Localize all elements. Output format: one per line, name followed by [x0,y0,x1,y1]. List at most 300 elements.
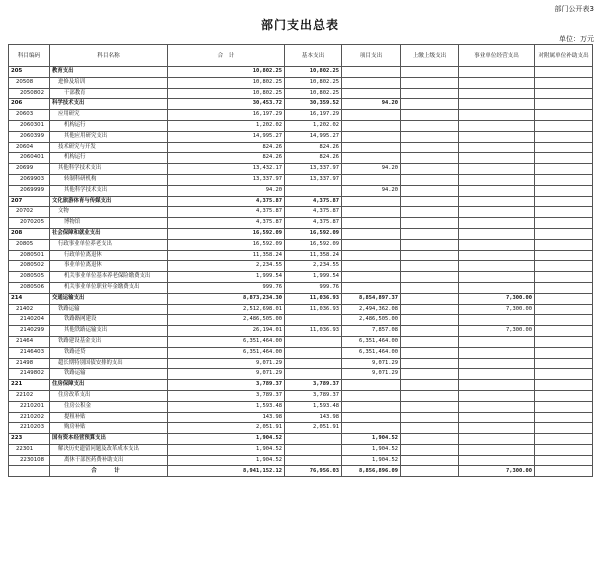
row-basic: 10,802.25 [285,67,342,78]
row-code: 2140204 [9,315,50,326]
row-project: 94.20 [342,99,401,110]
row-basic [285,347,342,358]
table-row [9,336,593,347]
row-name: 干部教育 [50,88,168,99]
row-basic: 16,592.09 [285,228,342,239]
row-business [459,358,535,369]
table-row [9,131,593,142]
row-project: 7,857.08 [342,326,401,337]
row-business [459,185,535,196]
table-row [9,174,593,185]
table-row [9,110,593,121]
row-upper [401,239,459,250]
row-upper [401,153,459,164]
row-business [459,196,535,207]
row-name: 博物馆 [50,218,168,229]
row-subsidy [535,228,593,239]
row-project: 94.20 [342,164,401,175]
row-code: 2080506 [9,282,50,293]
row-subsidy [535,67,593,78]
row-project: 1,904.52 [342,455,401,466]
row-business [459,412,535,423]
table-row [9,326,593,337]
row-subsidy [535,99,593,110]
row-total: 30,453.72 [168,99,285,110]
table-row [9,380,593,391]
row-total: 2,512,698.01 [168,304,285,315]
row-project [342,239,401,250]
row-name: 机构运行 [50,153,168,164]
row-project [342,153,401,164]
row-subsidy [535,207,593,218]
row-name: 国有资本经营预算支出 [50,434,168,445]
row-code: 20603 [9,110,50,121]
row-code: 2210202 [9,412,50,423]
row-upper [401,250,459,261]
row-business [459,239,535,250]
row-subsidy [535,142,593,153]
row-upper [401,67,459,78]
row-name: 机关事业单位基本养老保险缴费支出 [50,272,168,283]
row-business [459,77,535,88]
expenditure-table [8,44,593,477]
col-header-project: 项目支出 [342,45,401,67]
row-name: 机构运行 [50,120,168,131]
row-project: 9,071.29 [342,369,401,380]
row-subsidy [535,455,593,466]
row-total: 11,358.24 [168,250,285,261]
row-business [459,282,535,293]
row-upper [401,347,459,358]
row-subsidy [535,239,593,250]
row-business [459,250,535,261]
row-subsidy [535,272,593,283]
row-basic: 2,234.55 [285,261,342,272]
row-total: 1,999.54 [168,272,285,283]
row-name: 购房补贴 [50,423,168,434]
row-code: 2146403 [9,347,50,358]
row-basic: 11,036.93 [285,293,342,304]
row-subsidy [535,412,593,423]
row-total: 3,789.37 [168,390,285,401]
row-upper [401,174,459,185]
row-total: 10,802.25 [168,88,285,99]
report-tag: 部门公开表3 [554,5,594,13]
row-project: 94.20 [342,185,401,196]
row-business [459,110,535,121]
row-project [342,423,401,434]
row-total: 2,486,505.00 [168,315,285,326]
row-project [342,120,401,131]
table-row [9,142,593,153]
table-row [9,293,593,304]
row-code: 2140299 [9,326,50,337]
row-code: 2149802 [9,369,50,380]
table-row [9,120,593,131]
row-subsidy [535,185,593,196]
row-business [459,390,535,401]
row-total: 14,995.27 [168,131,285,142]
row-upper [401,77,459,88]
row-basic: 11,358.24 [285,250,342,261]
row-business: 7,300.00 [459,304,535,315]
row-basic: 1,593.48 [285,401,342,412]
row-project: 2,494,362.08 [342,304,401,315]
row-code: 21498 [9,358,50,369]
row-subsidy [535,174,593,185]
table-row [9,153,593,164]
row-total: 13,432.17 [168,164,285,175]
row-total: 1,202.02 [168,120,285,131]
row-subsidy [535,336,593,347]
row-subsidy [535,110,593,121]
col-header-subsidy: 对附属单位补助支出 [535,45,593,67]
row-code: 20508 [9,77,50,88]
row-code: 207 [9,196,50,207]
row-business [459,272,535,283]
total-cell-project: 8,856,896.09 [342,466,401,477]
row-project [342,250,401,261]
table-row [9,358,593,369]
row-upper [401,131,459,142]
row-business [459,347,535,358]
row-total: 10,802.25 [168,67,285,78]
row-code: 221 [9,380,50,391]
row-project [342,110,401,121]
row-name: 转制科研机构 [50,174,168,185]
row-code: 2080502 [9,261,50,272]
row-business [459,174,535,185]
row-name: 机关事业单位职业年金缴费支出 [50,282,168,293]
col-header-basic: 基本支出 [285,45,342,67]
table-row [9,369,593,380]
row-basic: 1,202.02 [285,120,342,131]
row-basic [285,369,342,380]
row-subsidy [535,358,593,369]
total-cell-upper [401,466,459,477]
row-code: 20699 [9,164,50,175]
row-basic: 13,337.97 [285,164,342,175]
table-header-row [9,45,593,67]
row-name: 进修及培训 [50,77,168,88]
row-business [459,120,535,131]
row-name: 事业单位离退休 [50,261,168,272]
row-upper [401,142,459,153]
row-name: 其他应用研究支出 [50,131,168,142]
row-basic: 10,802.25 [285,88,342,99]
row-upper [401,272,459,283]
row-business [459,315,535,326]
row-code: 208 [9,228,50,239]
row-subsidy [535,315,593,326]
row-upper [401,110,459,121]
row-code: 2080505 [9,272,50,283]
row-upper [401,380,459,391]
row-project: 1,904.52 [342,434,401,445]
row-code: 20702 [9,207,50,218]
row-basic: 3,789.37 [285,390,342,401]
row-upper [401,282,459,293]
row-upper [401,358,459,369]
row-business [459,88,535,99]
row-project: 6,351,464.00 [342,336,401,347]
col-header-upper: 上缴上级支出 [401,45,459,67]
row-basic [285,358,342,369]
table-row [9,272,593,283]
row-business [459,261,535,272]
row-upper [401,88,459,99]
col-header-code: 科目编码 [9,45,50,67]
row-name: 行政单位离退休 [50,250,168,261]
row-basic: 824.26 [285,153,342,164]
row-name: 提租补贴 [50,412,168,423]
row-subsidy [535,293,593,304]
row-project [342,228,401,239]
row-project: 8,854,897.37 [342,293,401,304]
row-name: 行政事业单位养老支出 [50,239,168,250]
row-subsidy [535,434,593,445]
row-name: 其他科学技术支出 [50,185,168,196]
table-row [9,347,593,358]
row-name: 住房改革支出 [50,390,168,401]
row-basic: 4,375.87 [285,196,342,207]
row-name: 铁路建设基金支出 [50,336,168,347]
total-cell-subsidy [535,466,593,477]
row-subsidy [535,218,593,229]
table-row [9,67,593,78]
table-row [9,164,593,175]
row-name: 铁路运输 [50,369,168,380]
col-header-business: 事业单位经营支出 [459,45,535,67]
row-name: 离休干部医药费补助支出 [50,455,168,466]
page-title: 部门支出总表 [260,18,339,32]
row-code: 2060399 [9,131,50,142]
row-project: 9,071.29 [342,358,401,369]
row-basic [285,434,342,445]
row-code: 2069903 [9,174,50,185]
row-name: 文化旅游体育与传媒支出 [50,196,168,207]
table-row [9,88,593,99]
row-total: 824.26 [168,153,285,164]
row-basic [285,455,342,466]
row-basic: 4,375.87 [285,218,342,229]
table-row [9,239,593,250]
row-total: 9,071.29 [168,369,285,380]
row-total: 4,375.87 [168,218,285,229]
row-business [459,455,535,466]
row-upper [401,207,459,218]
row-total: 2,234.55 [168,261,285,272]
row-name: 铁路还贷 [50,347,168,358]
table-row [9,401,593,412]
table-row [9,304,593,315]
row-project [342,142,401,153]
row-business: 7,300.00 [459,326,535,337]
row-basic: 11,036.93 [285,304,342,315]
row-upper [401,390,459,401]
table-row [9,444,593,455]
row-code: 2060301 [9,120,50,131]
row-subsidy [535,196,593,207]
row-name: 解决历史遗留问题及改革成本支出 [50,444,168,455]
row-business [459,401,535,412]
row-upper [401,228,459,239]
row-total: 4,375.87 [168,207,285,218]
row-subsidy [535,390,593,401]
row-basic: 14,995.27 [285,131,342,142]
row-total: 3,789.37 [168,380,285,391]
row-subsidy [535,250,593,261]
row-business [459,336,535,347]
table-row [9,228,593,239]
row-code: 205 [9,67,50,78]
row-business [459,99,535,110]
table-row [9,315,593,326]
row-basic: 30,359.52 [285,99,342,110]
table-row [9,390,593,401]
row-project: 2,486,505.00 [342,315,401,326]
row-upper [401,326,459,337]
table-row [9,77,593,88]
row-code: 2070205 [9,218,50,229]
row-project [342,207,401,218]
row-basic: 999.76 [285,282,342,293]
row-project [342,67,401,78]
row-code: 2060401 [9,153,50,164]
row-name: 住房公积金 [50,401,168,412]
row-basic: 16,592.09 [285,239,342,250]
row-basic [285,315,342,326]
table-row [9,218,593,229]
row-code: 214 [9,293,50,304]
table-row [9,99,593,110]
row-total: 16,197.29 [168,110,285,121]
row-basic: 143.98 [285,412,342,423]
row-total: 16,592.09 [168,228,285,239]
row-total: 8,873,234.30 [168,293,285,304]
row-business [459,67,535,78]
table-row [9,250,593,261]
row-business [459,218,535,229]
total-code-cell [9,466,50,477]
row-project [342,401,401,412]
row-subsidy [535,369,593,380]
row-total: 26,194.01 [168,326,285,337]
row-code: 22102 [9,390,50,401]
row-business [459,444,535,455]
row-total: 10,802.25 [168,77,285,88]
table-body [9,67,593,466]
row-upper [401,185,459,196]
row-subsidy [535,282,593,293]
row-upper [401,412,459,423]
row-basic [285,444,342,455]
unit-label: 单位：万元 [559,35,594,43]
row-name: 住房保障支出 [50,380,168,391]
row-upper [401,336,459,347]
row-project [342,77,401,88]
row-subsidy [535,77,593,88]
row-total: 4,375.87 [168,196,285,207]
row-upper [401,455,459,466]
row-business: 7,300.00 [459,293,535,304]
row-total: 143.98 [168,412,285,423]
table-row [9,196,593,207]
row-subsidy [535,380,593,391]
row-project [342,282,401,293]
row-total: 1,904.52 [168,444,285,455]
row-basic: 2,051.91 [285,423,342,434]
row-subsidy [535,131,593,142]
row-code: 22301 [9,444,50,455]
row-project [342,272,401,283]
row-project [342,174,401,185]
row-name: 铁路运输 [50,304,168,315]
row-subsidy [535,401,593,412]
row-total: 1,904.52 [168,434,285,445]
row-basic: 11,036.93 [285,326,342,337]
row-project [342,196,401,207]
total-cell-business: 7,300.00 [459,466,535,477]
row-upper [401,315,459,326]
row-total: 94.20 [168,185,285,196]
table-row [9,412,593,423]
row-name: 其他科学技术支出 [50,164,168,175]
row-code: 2080501 [9,250,50,261]
row-subsidy [535,88,593,99]
row-upper [401,444,459,455]
table-row [9,423,593,434]
row-name: 文物 [50,207,168,218]
row-upper [401,401,459,412]
row-basic: 3,789.37 [285,380,342,391]
row-project [342,380,401,391]
row-subsidy [535,444,593,455]
row-name: 其他铁路运输支出 [50,326,168,337]
row-basic: 10,802.25 [285,77,342,88]
row-code: 2069999 [9,185,50,196]
row-subsidy [535,347,593,358]
row-subsidy [535,164,593,175]
row-business [459,131,535,142]
row-project [342,131,401,142]
row-upper [401,164,459,175]
row-name: 社会保障和就业支出 [50,228,168,239]
row-code: 21402 [9,304,50,315]
row-subsidy [535,423,593,434]
row-upper [401,196,459,207]
row-name: 超长期特别国债安排的支出 [50,358,168,369]
row-business [459,423,535,434]
row-business [459,369,535,380]
row-code: 2210203 [9,423,50,434]
row-code: 2050802 [9,88,50,99]
row-basic [285,185,342,196]
row-code: 21464 [9,336,50,347]
row-name: 技术研究与开发 [50,142,168,153]
row-project [342,88,401,99]
row-upper [401,261,459,272]
row-total: 6,351,464.00 [168,347,285,358]
total-cell-basic: 76,956.03 [285,466,342,477]
row-basic: 1,999.54 [285,272,342,283]
total-row [9,466,593,477]
table-row [9,261,593,272]
row-name: 交通运输支出 [50,293,168,304]
row-upper [401,218,459,229]
row-subsidy [535,153,593,164]
row-business [459,207,535,218]
